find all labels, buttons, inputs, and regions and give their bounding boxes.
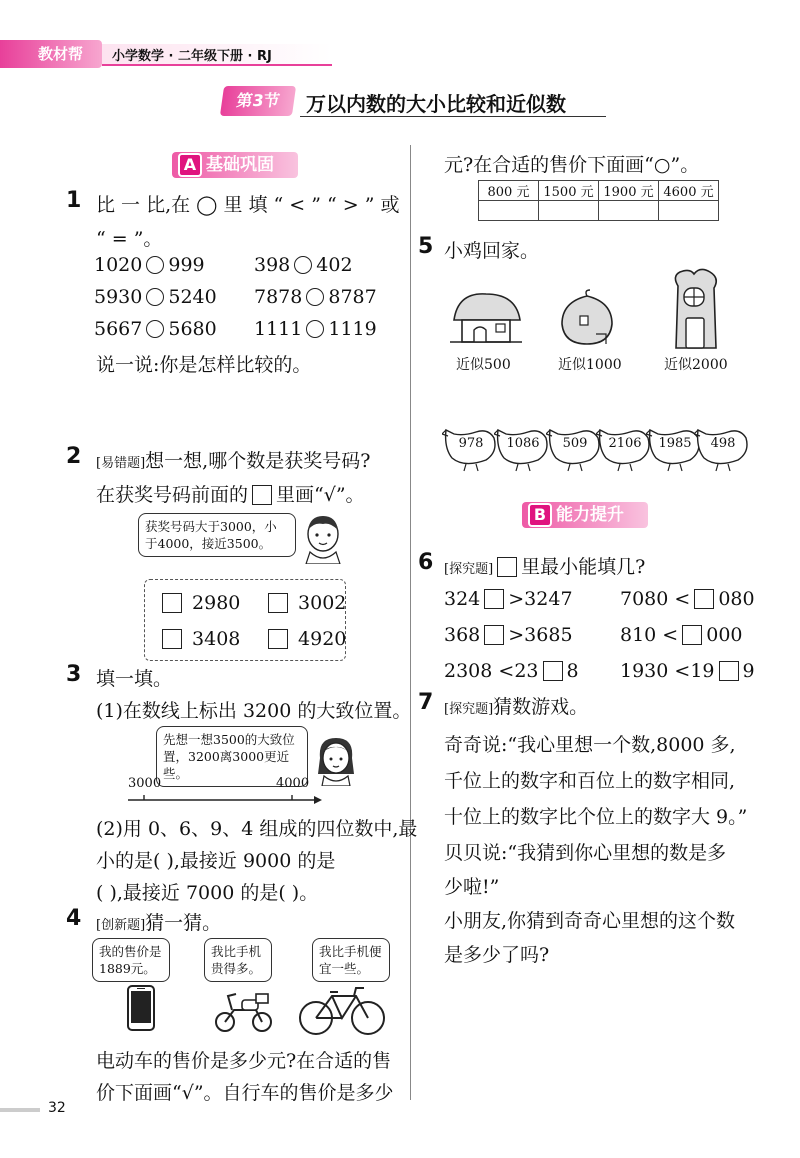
price-cell: 800 元 [479,181,539,201]
compare-circle[interactable] [306,320,324,338]
q4-line3: 元?在合适的售价下面画“○”。 [444,154,700,176]
q3-title: 填一填。 [96,668,173,690]
q5-number: 5 [418,234,434,259]
q1-compare-1[interactable]: 1020 999 [94,254,205,276]
q3-part2-line1: (2)用 0、6、9、4 组成的四位数中,最 [96,818,418,840]
q1-line2: “ = ”。 [96,228,163,250]
chick-number: 498 [710,436,736,451]
q3-part2-line3: ( ),最接近 7000 的是( )。 [96,882,319,904]
q2-option-4[interactable]: 4920 [264,628,346,650]
q4-title: [创新题]猜一猜。 [96,912,222,934]
q1-number: 1 [66,188,82,213]
scooter-icon [212,984,274,1034]
brand-tab [0,40,102,68]
section-a-badge [172,152,298,178]
chick-number: 1985 [658,436,692,451]
q7-number: 7 [418,690,434,715]
q1-line1: 比 一 比,在 ◯ 里 填 “ < ” “ > ” 或 [96,194,400,216]
column-divider [410,145,411,1100]
bicycle-icon [296,982,388,1036]
q6-row1-right[interactable]: 7080 < 080 [620,588,755,610]
compare-circle[interactable] [146,256,164,274]
q7-line-3: 十位上的数字比个位上的数字大 9。” [444,806,748,828]
q4-tag: [创新题] [96,918,146,933]
boy-avatar [300,512,346,564]
answer-box[interactable] [543,661,563,681]
q7-title: [探究题]猜数游戏。 [444,696,589,718]
brand-label: 教材帮 [38,45,84,63]
compare-circle[interactable] [146,288,164,306]
answer-box[interactable] [719,661,739,681]
section-b-title: 能力提升 [556,505,624,525]
compare-circle[interactable] [146,320,164,338]
q2-line1: [易错题]想一想,哪个数是获奖号码? [96,450,371,472]
checkbox[interactable] [268,629,288,649]
q4-bubble-bike: 我比手机便宜一些。 [312,938,390,982]
price-table [478,180,719,221]
q2-tag: [易错题] [96,456,146,471]
q6-number: 6 [418,550,434,575]
chick-3[interactable] [546,424,602,468]
axis-label-end: 4000 [276,776,310,791]
q7-line-4: 贝贝说:“我猜到你心里想的数是多 [444,842,727,864]
phone-icon [126,984,156,1032]
section-label: 第3节 [220,86,296,116]
checkbox[interactable] [268,593,288,613]
tree-stump-house-icon [664,266,728,350]
checkbox[interactable] [162,593,182,613]
q1-compare-5[interactable]: 5667 5680 [94,318,217,340]
q6-row2-left[interactable]: 368 >3685 [444,624,573,646]
answer-box[interactable] [694,589,714,609]
axis-label-start: 3000 [128,776,162,791]
chick-4[interactable] [596,424,652,468]
girl-avatar [314,734,358,786]
q1-compare-2[interactable]: 398 402 [254,254,353,276]
footer-rule [0,1108,40,1112]
section-title-underline [300,116,606,117]
chick-1[interactable] [442,424,498,468]
q2-line2: 在获奖号码前面的 里画“√”。 [96,484,365,506]
peach-house-icon [556,288,618,348]
q2-option-1[interactable]: 2980 [158,592,240,614]
q6-row2-right[interactable]: 810 < 000 [620,624,743,646]
q4-line2: 价下面画“√”。自行车的售价是多少 [96,1082,394,1104]
chick-number: 2106 [608,436,642,451]
q1-compare-3[interactable]: 5930 5240 [94,286,217,308]
answer-box[interactable] [682,625,702,645]
checkbox[interactable] [162,629,182,649]
q3-speech-bubble: 先想一想3500的大致位置，3200离3000更近些。 [156,726,308,787]
section-a-letter: A [178,153,202,177]
compare-circle[interactable] [306,288,324,306]
q3-part2-line2: 小的是( ),最接近 9000 的是 [96,850,336,872]
q4-bubble-scooter: 我比手机贵得多。 [204,938,272,982]
section-a-title: 基础巩固 [206,155,274,175]
q6-row1-left[interactable]: 324 >3247 [444,588,573,610]
chick-6[interactable] [694,424,750,468]
section-title: 万以内数的大小比较和近似数 [306,92,566,116]
number-line[interactable] [126,792,322,808]
chick-number: 509 [562,436,588,451]
q1-compare-4[interactable]: 7878 8787 [254,286,377,308]
q2-number: 2 [66,444,82,469]
price-cell: 1500 元 [539,181,599,201]
q4-number: 4 [66,906,82,931]
price-cell: 1900 元 [599,181,659,201]
q7-line-5: 少啦!” [444,876,500,898]
header-subtitle: 小学数学 · 二年级下册 · RJ [112,49,272,64]
q2-option-3[interactable]: 3408 [158,628,240,650]
q2-option-2[interactable]: 3002 [264,592,346,614]
q3-number: 3 [66,662,82,687]
section-b-letter: B [528,503,552,527]
answer-box[interactable] [484,625,504,645]
header-subtitle-bar [102,44,332,66]
q2-speech-bubble: 获奖号码大于3000，小于4000，接近3500。 [138,513,296,557]
answer-cell[interactable] [659,201,719,221]
answer-cell[interactable] [599,201,659,221]
house-label-3: 近似2000 [664,357,728,373]
house-label-1: 近似500 [456,357,511,373]
q6-row3-right[interactable]: 1930 <19 9 [620,660,755,682]
q7-line-2: 千位上的数字和百位上的数字相同, [444,770,736,792]
house-label-2: 近似1000 [558,357,622,373]
q6-tag: [探究题] [444,562,494,577]
answer-cell[interactable] [539,201,599,221]
q7-line-7: 是多少了吗? [444,944,550,966]
q6-row3-left[interactable]: 2308 <23 8 [444,660,579,682]
q7-line-6: 小朋友,你猜到奇奇心里想的这个数 [444,910,736,932]
example-box [252,485,272,505]
q6-title: [探究题] 里最小能填几? [444,556,646,578]
q1-compare-6[interactable]: 1111 1119 [254,318,377,340]
price-cell: 4600 元 [659,181,719,201]
q4-bubble-phone: 我的售价是1889元。 [92,938,170,982]
q5-title: 小鸡回家。 [444,240,540,262]
q1-talk: 说一说:你是怎样比较的。 [96,354,312,376]
chick-2[interactable] [494,424,550,468]
mushroom-house-icon [448,290,524,346]
q7-line-1: 奇奇说:“我心里想一个数,8000 多, [444,734,736,756]
section-b-badge [522,502,648,528]
q4-line1: 电动车的售价是多少元?在合适的售 [96,1050,392,1072]
page-number: 32 [48,1100,66,1116]
answer-cell[interactable] [479,201,539,221]
example-box [497,557,517,577]
compare-circle[interactable] [294,256,312,274]
q7-tag: [探究题] [444,702,494,717]
q3-part1: (1)在数线上标出 3200 的大致位置。 [96,700,412,722]
chick-number: 978 [458,436,484,451]
answer-box[interactable] [484,589,504,609]
chick-number: 1086 [506,436,540,451]
